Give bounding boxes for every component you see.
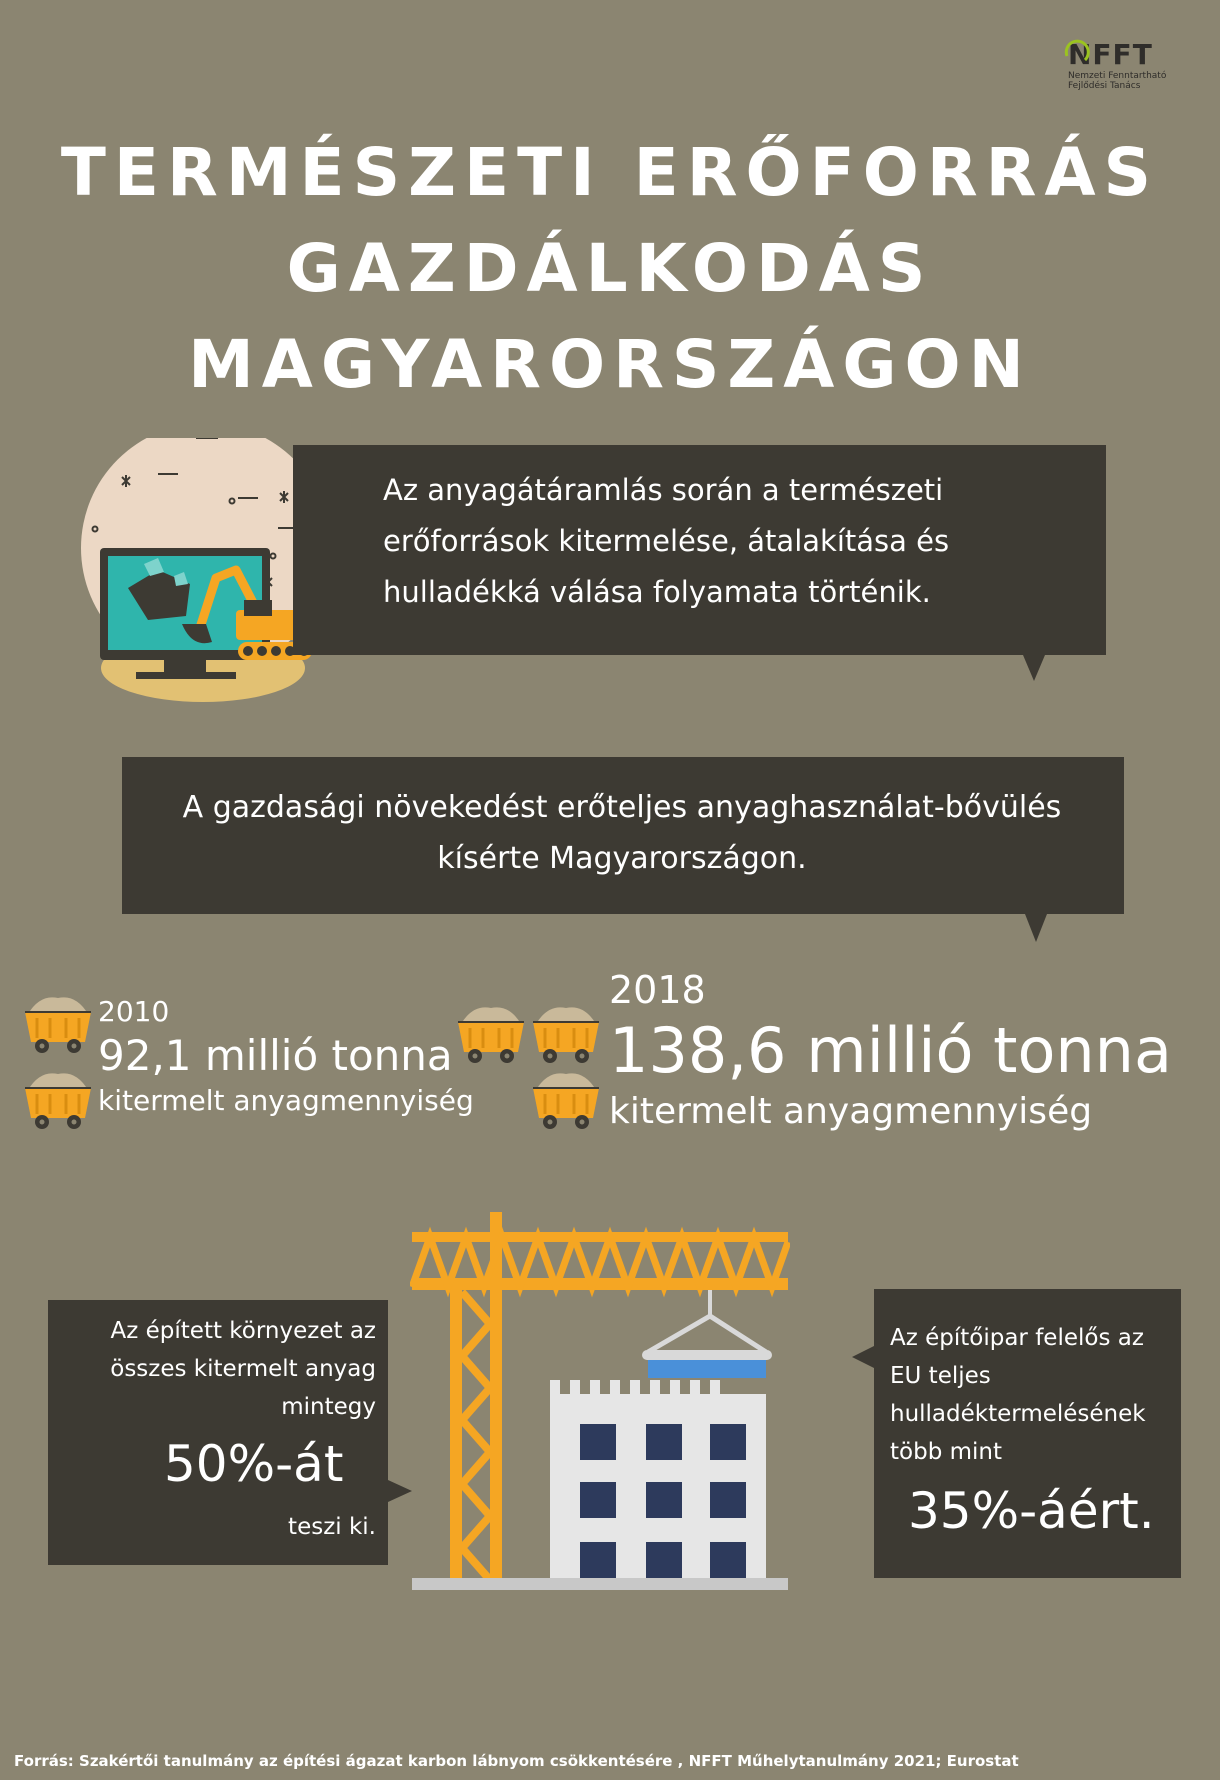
mine-cart-icon xyxy=(22,1068,94,1130)
intro-callout-text: Az anyagátáramlás során a természeti erőforrások kitermelése, átalakítása és hulladékká válása folyamata történik. xyxy=(383,473,950,609)
stat-2018-label: kitermelt anyagmennyiség xyxy=(609,1091,1093,1132)
construction-waste-percent: 35%-áért. xyxy=(908,1482,1155,1540)
monitor-stand xyxy=(164,660,206,674)
monitor-base xyxy=(136,672,236,679)
growth-callout xyxy=(122,757,1124,914)
hanging-beam xyxy=(642,1316,772,1378)
mine-cart-icon xyxy=(22,992,94,1054)
built-environment-callout xyxy=(48,1300,388,1565)
stat-2010-year: 2010 xyxy=(98,995,170,1028)
built-environment-percent: 50%-át xyxy=(164,1435,344,1493)
source-note: Forrás: Szakértői tanulmány az építési ágazat karbon lábnyom csökkentésére , NFFT Műhelytanulmány 2021; Eurostat xyxy=(14,1752,1019,1770)
stat-2010 xyxy=(98,995,474,1119)
stat-2018-amount: 138,6 millió tonna xyxy=(609,1014,1172,1087)
construction-waste-callout-tail xyxy=(852,1346,874,1368)
page-title xyxy=(0,125,1220,413)
logo-line1: Nemzeti Fenntartható xyxy=(1068,71,1167,81)
construction-waste-text: Az építőipar felelős az EU teljes hulladéktermelésének több mint xyxy=(890,1325,1146,1465)
built-environment-suffix: teszi ki. xyxy=(288,1514,376,1540)
ground-slab xyxy=(412,1578,788,1590)
growth-callout-tail xyxy=(1025,914,1047,942)
stat-2010-amount: 92,1 millió tonna xyxy=(98,1031,453,1080)
logo-arc-icon xyxy=(1063,34,1093,64)
nfft-logo xyxy=(1068,38,1178,91)
construction-waste-callout xyxy=(874,1289,1181,1578)
stat-2010-label: kitermelt anyagmennyiség xyxy=(98,1084,474,1117)
mine-cart-icon xyxy=(530,1068,602,1130)
stat-2018-year: 2018 xyxy=(609,968,706,1012)
built-environment-text: Az épített környezet az összes kitermelt anyag mintegy xyxy=(110,1318,376,1420)
title-line-2: GAZDÁLKODÁS xyxy=(286,230,934,307)
intro-callout-tail xyxy=(1023,655,1045,681)
title-line-3: MAGYARORSZÁGON xyxy=(188,326,1032,403)
logo-line2: Fejlődési Tanács xyxy=(1068,81,1141,91)
crane-building-illustration xyxy=(410,1212,790,1592)
intro-callout xyxy=(293,445,1106,655)
mine-cart-icon xyxy=(530,1002,602,1064)
building xyxy=(550,1380,766,1582)
title-line-1: TERMÉSZETI ERŐFORRÁS xyxy=(60,134,1160,211)
logo-mark: NFFT xyxy=(1068,38,1153,71)
stat-2018 xyxy=(609,967,1172,1135)
built-environment-callout-tail xyxy=(388,1480,412,1502)
growth-callout-text: A gazdasági növekedést erőteljes anyaghasználat-bővülés kísérte Magyarországon. xyxy=(182,790,1062,876)
